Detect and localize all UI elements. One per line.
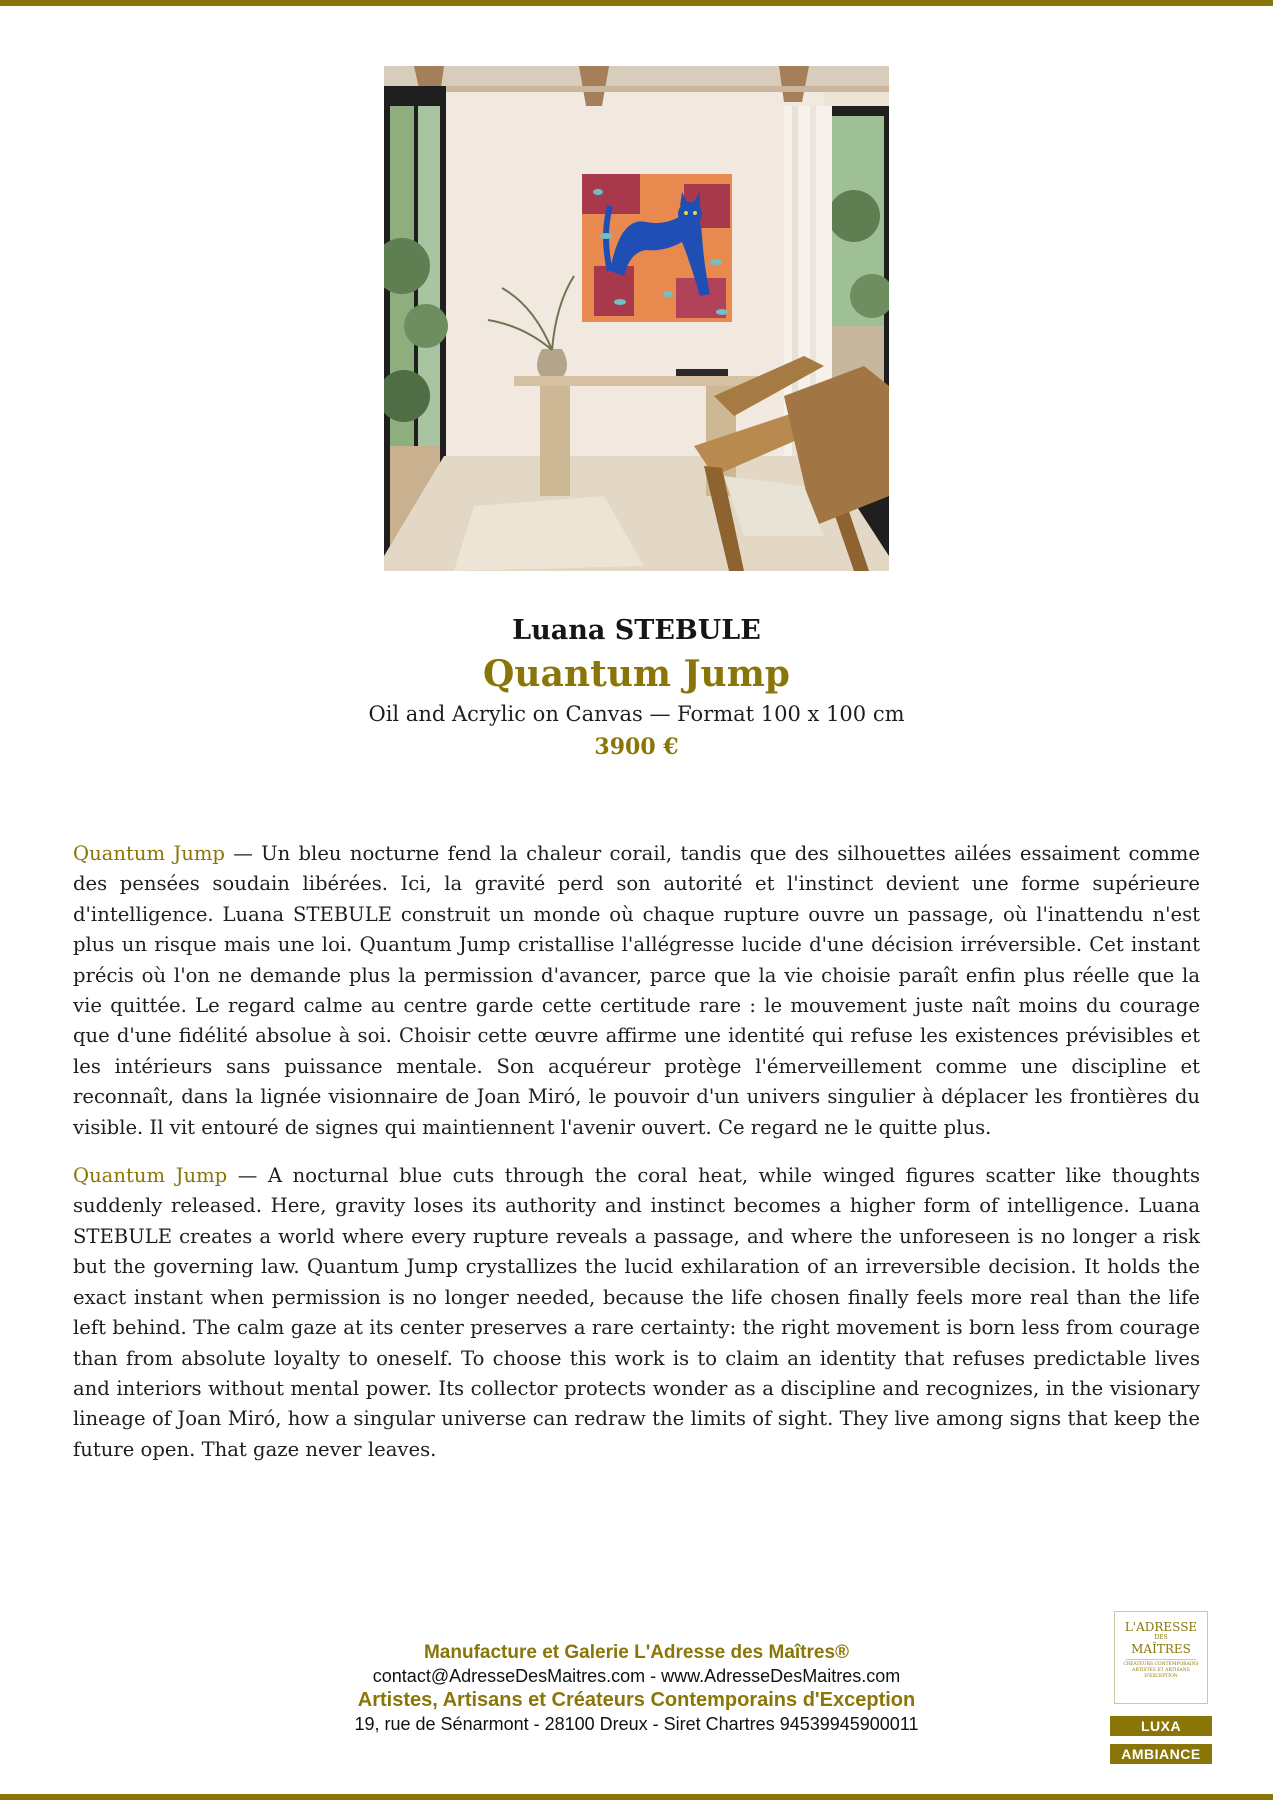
artwork-title: Quantum Jump [483,653,790,695]
top-accent-bar [0,0,1273,6]
gallery-name: Manufacture et Galerie L'Adresse des Maîtres® [423,1642,850,1663]
description-english-body: — A nocturnal blue cuts through the coral heat, while winged figures scatter like thoughts suddenly released. Here, gravity loses its authority and instinct becomes a higher form of intelligence. Luana STEBULE creates a world where every rupture reveals a passage, and where the unforeseen is no longer a risk but the governing law. Quantum Jump crystallizes the lucid exhilaration of an irreversible decision. It holds the exact instant when permission is no longer needed, because the life chosen finally feels more real than the life left behind. The calm gaze at its center preserves a rare certainty: the right movement is born less from courage than from absolute loyalty to oneself. To choose this work is to claim an identity that refuses predictable lives and interiors without mental power. Its collector protects wonder as a discipline and recognizes, in the visionary lineage of Joan Miró, how a singular universe can redraw the limits of sight. They live among signs that keep the future open. That gaze never leaves. [73,1164,1200,1461]
artwork-price: 3900 € [594,734,679,760]
logo-line-2: DES [1154,1634,1168,1641]
gallery-tagline: Artistes, Artisans et Créateurs Contemporains d'Exception [357,1689,916,1711]
badge-luxa: LUXA [1110,1716,1212,1736]
logo-line-1: L'ADRESSE [1124,1620,1198,1634]
gallery-logo [1114,1611,1208,1704]
gallery-address: 19, rue de Sénarmont - 28100 Dreux - Siret Chartres 94539945900011 [354,1714,919,1734]
description-french-body: — Un bleu nocturne fend la chaleur corail, tandis que des silhouettes ailées essaiment comme des pensées soudain libérées. Ici, la gravité perd son autorité et l'instinct devient une forme supérieure d'intelligence. Luana STEBULE construit un monde où chaque rupture ouvre un passage, où l'inattendu n'est plus un risque mais une loi. Quantum Jump cristallise l'allégresse lucide d'une décision irréversible. Cet instant précis où l'on ne demande plus la permission d'avancer, parce que la vie choisie paraît enfin plus réelle que la vie quittée. Le regard calme au centre garde cette certitude rare : le mouvement juste naît moins du courage que d'une fidélité absolue à soi. Choisir cette œuvre affirme une identité qui refuse les existences prévisibles et les intérieurs sans puissance mentale. Son acquéreur protège l'émerveillement comme une discipline et reconnaît, dans la lignée visionnaire de Joan Miró, le pouvoir d'un univers singulier à déplacer les frontières du visible. Il vit entouré de signes qui maintiennent l'avenir ouvert. Ce regard ne le quitte plus. [73,842,1200,1139]
artwork-description [73,839,1200,1483]
artwork-medium-format: Oil and Acrylic on Canvas — Format 100 x 100 cm [368,702,905,726]
description-english-title: Quantum Jump [73,1164,228,1188]
logo-line-4: CRÉATEURS CONTEMPORAINS ARTISTES ET ARTISANS D'EXCEPTION [1123,1662,1199,1679]
description-french-title: Quantum Jump [73,842,225,865]
gallery-contact: contact@AdresseDesMaitres.com - www.AdresseDesMaitres.com [372,1666,901,1686]
logo-line-3: MAÎTRES [1131,1642,1191,1656]
artist-name: Luana STEBULE [512,615,761,646]
gallery-footer [300,1640,973,1736]
artwork-header [0,612,1273,762]
artwork-interior-photo [384,66,889,571]
logo-divider [1126,1659,1196,1660]
bottom-accent-bar [0,1794,1273,1800]
description-french [73,839,1200,1143]
description-english [73,1161,1200,1465]
badge-ambiance: AMBIANCE [1110,1744,1212,1764]
